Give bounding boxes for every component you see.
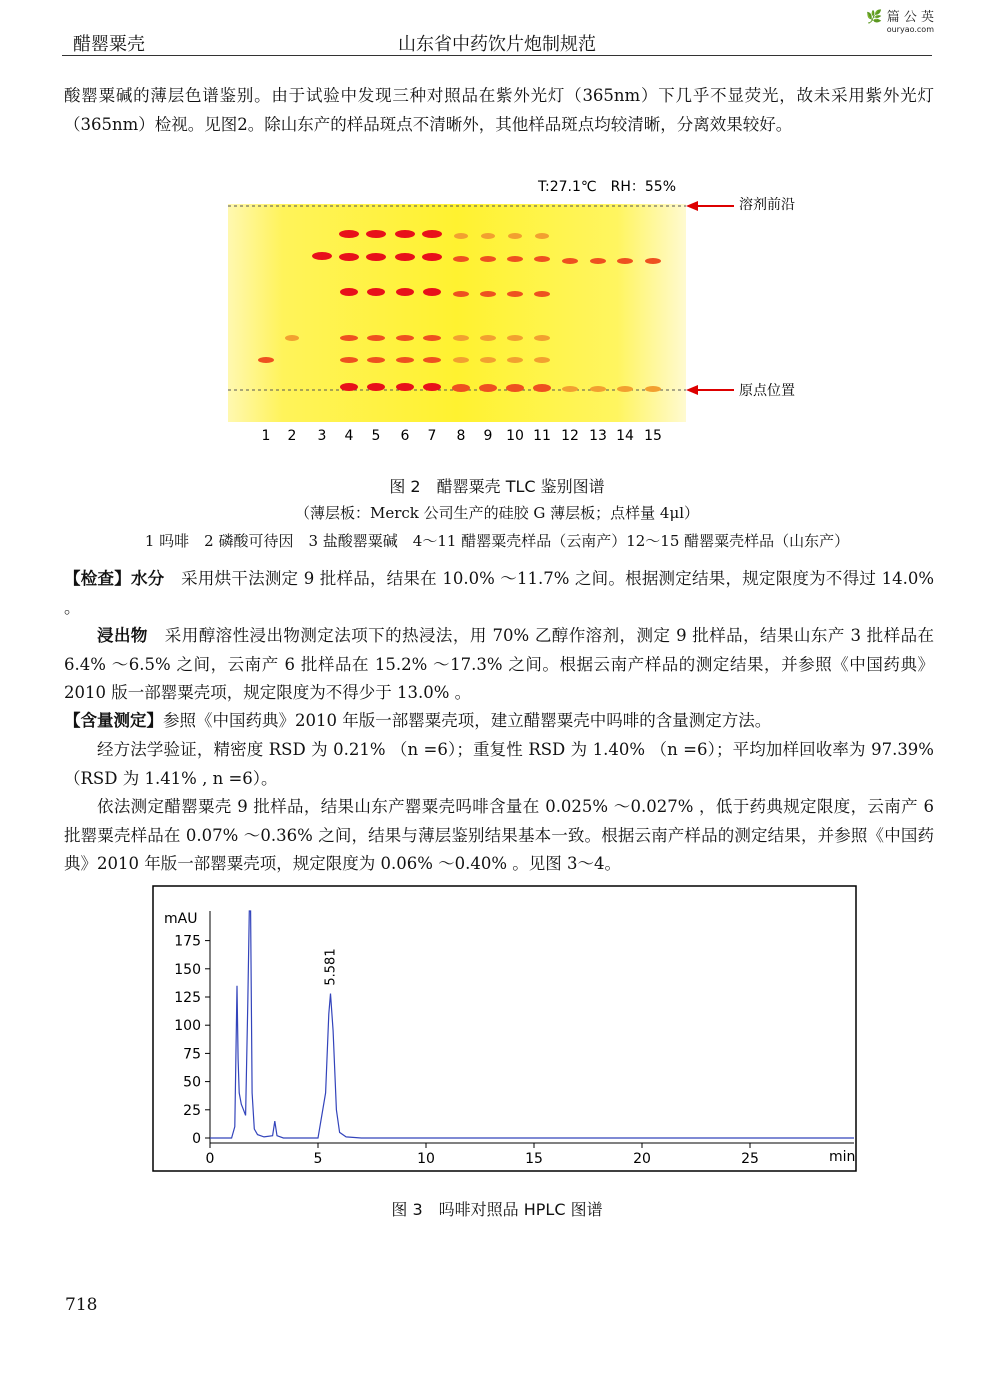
- tlc-spot: [339, 253, 359, 261]
- tlc-spot: [508, 233, 522, 239]
- tlc-spot: [534, 357, 550, 363]
- y-tick-label: 75: [183, 1046, 201, 1063]
- y-tick-label: 125: [174, 990, 201, 1006]
- tlc-spot: [366, 230, 386, 238]
- page-number: 718: [65, 1295, 98, 1315]
- tlc-spot: [367, 357, 385, 363]
- tlc-figure-title: 图 2 醋罂粟壳 TLC 鉴别图谱: [389, 477, 605, 496]
- tlc-lane-label: 15: [644, 428, 662, 444]
- tlc-lane-label: 9: [483, 428, 493, 444]
- tlc-spot: [534, 335, 550, 341]
- logo-main: 🌿 篇 公 英: [866, 10, 934, 25]
- tlc-spot: [396, 335, 414, 341]
- tlc-spot: [535, 233, 549, 239]
- tlc-lane-label: 3: [317, 428, 327, 444]
- tlc-lane-label: 1: [261, 428, 271, 444]
- tlc-spot: [395, 230, 415, 238]
- origin-label: 原点位置: [739, 383, 795, 399]
- tlc-spot: [423, 383, 441, 391]
- tlc-spot: [396, 383, 414, 391]
- tlc-spot: [507, 335, 523, 341]
- result-paragraph: 依法测定醋罂粟壳 9 批样品，结果山东产罂粟壳吗啡含量在 0.025% ～0.027% ，低于药典规定限度，云南产 6 批罂粟壳样品在 0.07% ～0.36% 之间，结果与薄层鉴别结果基本一致。根据云南产样品的测定结果，并参照《中国药典》2010 年版一部罂粟壳项，规定限度为 0.06% ～0.40% 。见图 3～4。: [64, 797, 934, 873]
- tlc-spot: [339, 230, 359, 238]
- y-tick-label: 100: [174, 1018, 201, 1035]
- tlc-lane-label: 14: [616, 428, 634, 444]
- tlc-spot: [617, 386, 633, 392]
- tlc-spot: [480, 291, 496, 297]
- tlc-spot: [285, 335, 299, 341]
- tlc-spot: [395, 253, 415, 261]
- tlc-spot: [396, 288, 414, 296]
- tlc-spot: [367, 335, 385, 341]
- y-tick-label: 0: [192, 1131, 201, 1147]
- tlc-spot: [480, 256, 496, 262]
- tlc-spot: [453, 291, 469, 297]
- assay-label: 【含量测定】: [64, 711, 163, 730]
- x-tick-label: 5: [313, 1151, 323, 1167]
- tlc-spot: [480, 335, 496, 341]
- hplc-figure-title: 图 3 吗啡对照品 HPLC 图谱: [391, 1200, 603, 1219]
- header-chapter-title: 醋罂粟壳: [73, 34, 145, 55]
- tlc-spot: [453, 256, 469, 262]
- tlc-spot: [340, 383, 358, 391]
- moisture-text: 采用烘干法测定 9 批样品，结果在 10.0% ～11.7% 之间。根据测定结果，规定限度为不得过 14.0% 。: [64, 569, 934, 617]
- tlc-lane-label: 2: [287, 428, 297, 444]
- tlc-spot: [340, 357, 358, 363]
- hplc-ylabel: mAU: [164, 911, 198, 927]
- y-tick-label: 150: [174, 961, 201, 978]
- extract-label: 浸出物: [97, 626, 148, 645]
- tlc-lane-label: 7: [427, 428, 437, 444]
- logo-sub: ouryao.com: [886, 25, 934, 34]
- header-rule: [62, 55, 932, 56]
- tlc-lane-label: 6: [400, 428, 410, 444]
- tlc-spot: [507, 256, 523, 262]
- tlc-spot: [645, 258, 661, 264]
- x-tick-label: 0: [205, 1151, 215, 1167]
- x-tick-label: 25: [741, 1151, 759, 1167]
- tlc-spot: [480, 357, 496, 363]
- validation-paragraph: 经方法学验证，精密度 RSD 为 0.21% （n =6）；重复性 RSD 为 1.40% （n =6）；平均加样回收率为 97.39% （RSD 为 1.41% , n =6）。: [64, 740, 934, 788]
- tlc-spot: [422, 230, 442, 238]
- tlc-spot: [617, 258, 633, 264]
- tlc-lane-label: 11: [533, 428, 551, 444]
- tlc-spot: [453, 335, 469, 341]
- extract-text: 采用醇溶性浸出物测定法项下的热浸法，用 70% 乙醇作溶剂，测定 9 批样品，结果山东产 3 批样品在 6.4% ～6.5% 之间，云南产 6 批样品在 15.2% ～17.3% 之间。根据云南产样品的测定结果，并参照《中国药典》2010 版一部罂粟壳项，规定限度为不得少于 13.0% 。: [64, 626, 935, 702]
- tlc-spot: [423, 288, 441, 296]
- extract-paragraph: [64, 622, 934, 708]
- x-tick-label: 15: [525, 1151, 543, 1167]
- tlc-lane-label: 8: [456, 428, 466, 444]
- tlc-spot: [366, 253, 386, 261]
- tlc-spot: [534, 291, 550, 297]
- solvent-front-arrow-head: [686, 201, 698, 211]
- intro-paragraph: 酸罂粟碱的薄层色谱鉴别。由于试验中发现三种对照品在紫外光灯（365nm）下几乎不显荧光，故未采用紫外光灯（365nm）检视。见图2。除山东产的样品斑点不清晰外，其他样品斑点均较清晰，分离效果较好。: [64, 86, 934, 134]
- moisture-label: 水分: [130, 569, 165, 588]
- tlc-spot: [590, 258, 606, 264]
- tlc-spot: [533, 384, 551, 392]
- tlc-spot: [562, 386, 578, 392]
- tlc-spot: [396, 357, 414, 363]
- tlc-spot: [507, 357, 523, 363]
- tlc-spot: [452, 384, 470, 392]
- tlc-figure-subtitle: （薄层板：Merck 公司生产的硅胶 G 薄层板；点样量 4μl）: [294, 504, 700, 522]
- x-tick-label: 10: [417, 1151, 435, 1167]
- tlc-spot: [454, 233, 468, 239]
- hplc-frame: [153, 886, 856, 1171]
- tlc-conditions: T:27.1℃ RH：55%: [538, 179, 676, 195]
- tlc-lane-label: 12: [561, 428, 579, 444]
- tlc-lane-label: 13: [589, 428, 607, 444]
- assay-text: 参照《中国药典》2010 年版一部罂粟壳项，建立醋罂粟壳中吗啡的含量测定方法。: [163, 711, 772, 730]
- tlc-spot: [590, 386, 606, 392]
- x-tick-label: 20: [633, 1151, 651, 1167]
- origin-arrow-head: [686, 385, 698, 395]
- tlc-lane-label: 10: [506, 428, 524, 444]
- check-label: 【检查】: [64, 569, 131, 588]
- tlc-spot: [340, 288, 358, 296]
- tlc-spot: [479, 384, 497, 392]
- assay-paragraph: [64, 707, 934, 736]
- tlc-spot: [340, 335, 358, 341]
- tlc-spot: [534, 256, 550, 262]
- y-tick-label: 175: [174, 933, 201, 950]
- publisher-logo: [866, 6, 934, 34]
- tlc-spot: [506, 384, 524, 392]
- solvent-front-label: 溶剂前沿: [739, 197, 795, 213]
- peak-label: 5.581: [323, 948, 339, 986]
- tlc-spot: [645, 386, 661, 392]
- hplc-chart: [150, 883, 860, 1175]
- tlc-figure: [0, 170, 994, 450]
- tlc-spot: [562, 258, 578, 264]
- tlc-lane-label: 5: [371, 428, 381, 444]
- header-book-title: 山东省中药饮片炮制规范: [398, 34, 596, 55]
- tlc-spot: [258, 357, 274, 363]
- tlc-spot: [423, 357, 441, 363]
- tlc-lane-label: 4: [344, 428, 354, 444]
- tlc-spot: [423, 335, 441, 341]
- y-tick-label: 50: [183, 1074, 201, 1091]
- hplc-xlabel: min: [829, 1149, 856, 1165]
- tlc-lane-labels: [262, 428, 662, 444]
- tlc-spot: [507, 291, 523, 297]
- tlc-spot: [422, 253, 442, 261]
- moisture-paragraph: [64, 565, 934, 622]
- tlc-spot: [481, 233, 495, 239]
- tlc-figure-legend: 1 吗啡 2 磷酸可待因 3 盐酸罂粟碱 4～11 醋罂粟壳样品（云南产）12～15 醋罂粟壳样品（山东产）: [144, 532, 850, 550]
- tlc-spot: [312, 252, 332, 260]
- y-tick-label: 25: [183, 1102, 201, 1119]
- tlc-spot: [453, 357, 469, 363]
- tlc-spot: [367, 383, 385, 391]
- tlc-spot: [367, 288, 385, 296]
